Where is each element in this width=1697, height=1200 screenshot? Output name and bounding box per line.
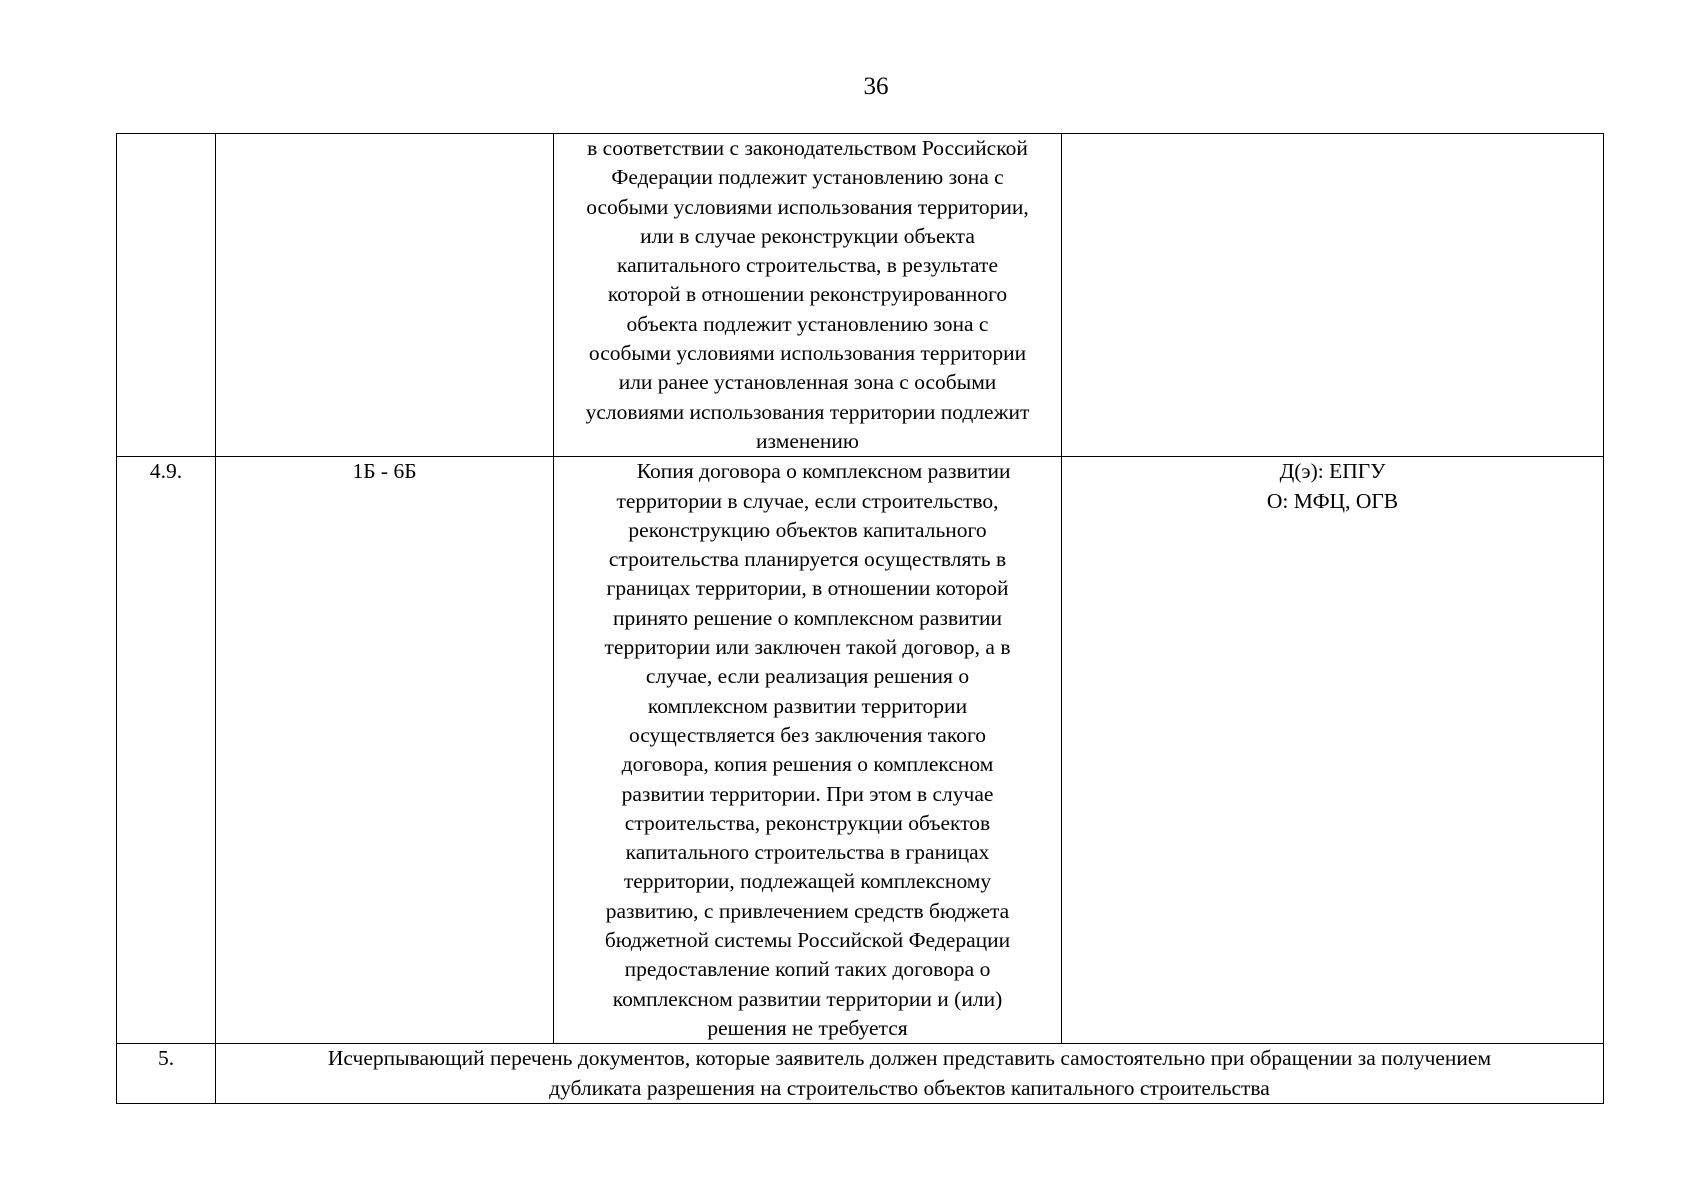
section-number: 5. [157, 1046, 175, 1071]
row-number-cell [117, 134, 216, 457]
document-description: в соответствии с законодательством Российской Федерации подлежит установлению зона с особыми условиями использования территории, или в случае реконструкции объекта капитального строительства, в результате которой в отношении реконструированного объекта подлежит установлению зона с особыми условиями использования территории или ранее установленная зона с особыми условиями использования территории подлежит изменению [585, 136, 1030, 453]
documents-table [116, 133, 1604, 1104]
applicant-category-cell [216, 457, 554, 1044]
document-description-cell [554, 134, 1062, 457]
section-number-cell [117, 1044, 216, 1104]
section-row [117, 1044, 1604, 1104]
page-number: 36 [863, 73, 889, 100]
table-row [117, 134, 1604, 457]
table-row [117, 457, 1604, 1044]
document-description-cell [554, 457, 1062, 1044]
submission-method-cell [1062, 134, 1604, 457]
row-number-cell [117, 457, 216, 1044]
document-description: Копия договора о комплексном развитии территории в случае, если строительство, реконструкцию объектов капитального строительства планируется осуществлять в границах территории, в отношении которой принято решение о комплексном развитии территории или заключен такой договор, а в случае, если реализация решения о комплексном развитии территории осуществляется без заключения такого договора, копия решения о комплексном развитии территории. При этом в случае строительства, реконструкции объектов капитального строительства в границах территории, подлежащей комплексному развитию, с привлечением средств бюджета бюджетной системы Российской Федерации предоставление копий таких договора о комплексном развитии территории и (или) решения не требуется [604, 459, 1011, 1040]
submission-method: Д(э): ЕПГУ О: МФЦ, ОГВ [1266, 459, 1399, 513]
section-title: Исчерпывающий перечень документов, которые заявитель должен представить самостоятельно при обращении за получением дубликата разрешения на строительство объектов капитального строительства [327, 1046, 1492, 1100]
row-number: 4.9. [149, 459, 183, 484]
applicant-category-cell [216, 134, 554, 457]
applicant-category: 1Б - 6Б [352, 459, 417, 484]
submission-method-cell [1062, 457, 1604, 1044]
section-title-cell [216, 1044, 1604, 1104]
